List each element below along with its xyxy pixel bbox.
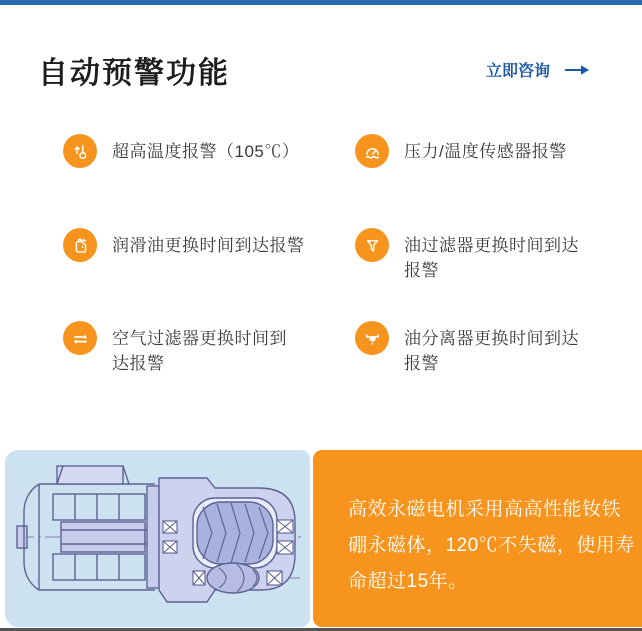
banner (5, 450, 637, 627)
feature-line: 压力/温度传感器报警 (404, 142, 567, 161)
feature-text (404, 228, 579, 283)
feature-line: 达报警 (112, 354, 165, 373)
feature-line: 油过滤器更换时间到达 (404, 236, 579, 255)
feature-line: 油分离器更换时间到达 (404, 329, 579, 348)
thermometer-up-icon (63, 134, 97, 168)
feature-line: 超高温度报警（105℃） (112, 142, 300, 161)
banner-text-box (313, 450, 642, 627)
feature-line: 报警 (404, 261, 439, 280)
feature-line: 润滑油更换时间到达报警 (112, 236, 305, 255)
feature-high-temp-alarm (63, 134, 299, 168)
page-title: 自动预警功能 (38, 57, 230, 90)
feature-text (404, 134, 567, 164)
top-accent-bar (0, 0, 642, 5)
air-filter-icon (63, 321, 97, 355)
feature-oil-filter-alarm (355, 228, 579, 283)
arrow-right-icon (564, 64, 590, 76)
oil-separator-icon (355, 321, 389, 355)
feature-line: 空气过滤器更换时间到 (112, 329, 287, 348)
feature-line: 报警 (404, 354, 439, 373)
feature-oil-separator-alarm (355, 321, 579, 376)
feature-text (404, 321, 579, 376)
feature-air-filter-alarm (63, 321, 287, 376)
feature-lubricant-alarm (63, 228, 305, 262)
banner-text-line: 命超过15年。 (348, 571, 468, 592)
motor-cross-section-image (5, 450, 310, 627)
feature-text (112, 321, 287, 376)
banner-text-line: 硼永磁体，120℃不失磁，使用寿 (348, 535, 635, 556)
oil-can-icon (63, 228, 97, 262)
oil-filter-funnel-icon (355, 228, 389, 262)
feature-sensor-alarm (355, 134, 567, 168)
banner-text-line: 高效永磁电机采用高高性能钕铁 (348, 499, 622, 520)
feature-text (112, 134, 299, 164)
pressure-gauge-icon (355, 134, 389, 168)
feature-text (112, 228, 305, 258)
consult-now-label: 立即咨询 (485, 63, 550, 80)
consult-now-link[interactable] (486, 58, 590, 81)
